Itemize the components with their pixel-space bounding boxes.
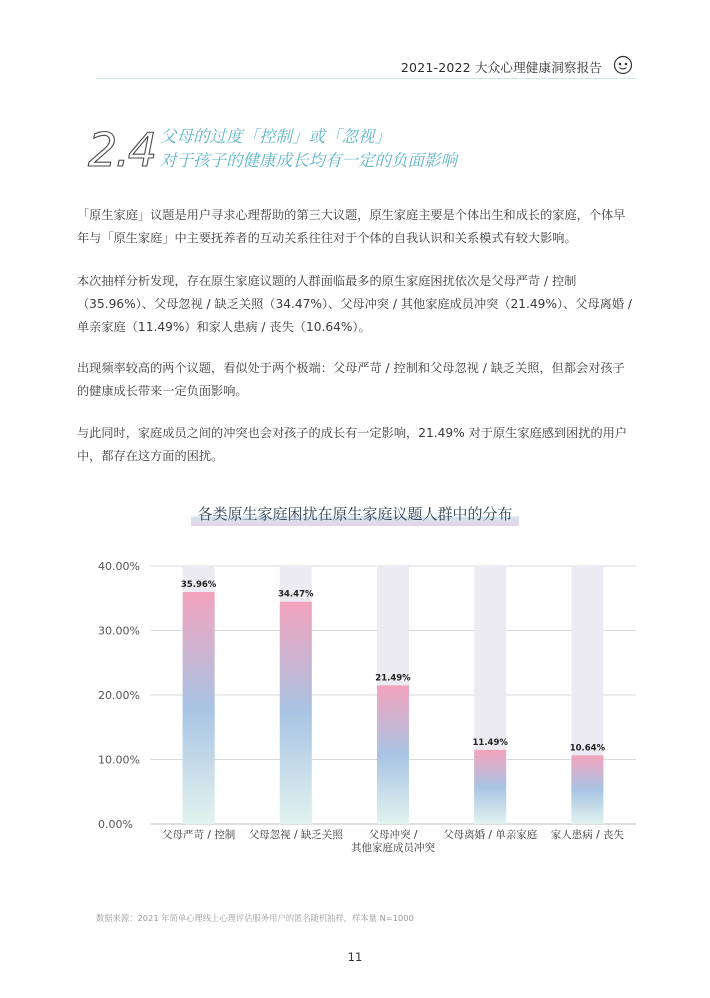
paragraph-intro: 「原生家庭」议题是用户寻求心理帮助的第三大议题，原生家庭主要是个体出生和成长的家庭，个体早年与「原生家庭」中主要抚养者的互动关系往往对于个体的自我认识和关系模式有较大影响。: [77, 208, 626, 245]
y-tick-label: 10.00%: [98, 753, 140, 767]
section-number: [86, 116, 156, 176]
header-divider: [96, 78, 636, 79]
section-title-line1: 父母的过度「控制」或「忽视」: [160, 127, 391, 146]
y-tick-label: 0.00%: [98, 818, 133, 831]
data-source-note: 数据来源：2021 年简单心理线上心理评估服务用户的匿名随机抽样，样本量 N=1000: [96, 913, 414, 923]
x-category-label: 其他家庭成员冲突: [351, 842, 435, 854]
page-number: 11: [347, 950, 363, 964]
chart-title: 各类原生家庭困扰在原生家庭议题人群中的分布: [191, 503, 518, 526]
y-tick-label: 20.00%: [98, 689, 140, 702]
bar-chart: [0, 550, 710, 860]
section-title-line2: 对于孩子的健康成长均有一定的负面影响: [160, 151, 457, 170]
bar: [280, 602, 312, 824]
paragraph-conflict: 与此同时，家庭成员之间的冲突也会对孩子的成长有一定影响，21.49% 对于原生家庭感到困扰的用户中，都存在这方面的困扰。: [77, 426, 628, 463]
brand-logo-icon: [613, 55, 633, 75]
bar: [571, 755, 603, 824]
bar-value-label: 34.47%: [278, 589, 314, 600]
bar-value-label: 21.49%: [375, 673, 411, 684]
x-category-label: 父母忽视 / 缺乏关照: [248, 829, 343, 841]
bar-value-label: 10.64%: [569, 743, 606, 754]
bar: [474, 750, 506, 824]
x-category-label: 父母离婚 / 单亲家庭: [443, 829, 538, 841]
x-category-label: 家人患病 / 丧失: [550, 829, 625, 841]
bar-value-label: 11.49%: [472, 737, 508, 748]
y-tick-label: 40.00%: [98, 560, 140, 573]
bar: [377, 685, 409, 824]
svg-text:2.4: 2.4: [88, 123, 156, 176]
y-tick-label: 30.00%: [98, 624, 140, 638]
report-title: 2021-2022 大众心理健康洞察报告: [400, 60, 602, 75]
paragraph-findings: 本次抽样分析发现，存在原生家庭议题的人群面临最多的原生家庭困扰依次是父母严苛 / 控制（35.96%）、父母忽视 / 缺乏关照（34.47%）、父母冲突 / 其他家庭成员冲突（21.49%）、父母离婚 / 单亲家庭（11.49%）和家人患病 / 丧失（10.64%）。: [77, 274, 632, 334]
x-category-label: 父母冲突 /: [368, 829, 418, 841]
bar: [183, 592, 215, 824]
bar-value-label: 35.96%: [180, 580, 217, 591]
paragraph-extremes: 出现频率较高的两个议题，看似处于两个极端：父母严苛 / 控制和父母忽视 / 缺乏关照，但都会对孩子的健康成长带来一定负面影响。: [77, 361, 625, 398]
section-title: [160, 125, 457, 173]
x-category-label: 父母严苛 / 控制: [161, 829, 236, 841]
